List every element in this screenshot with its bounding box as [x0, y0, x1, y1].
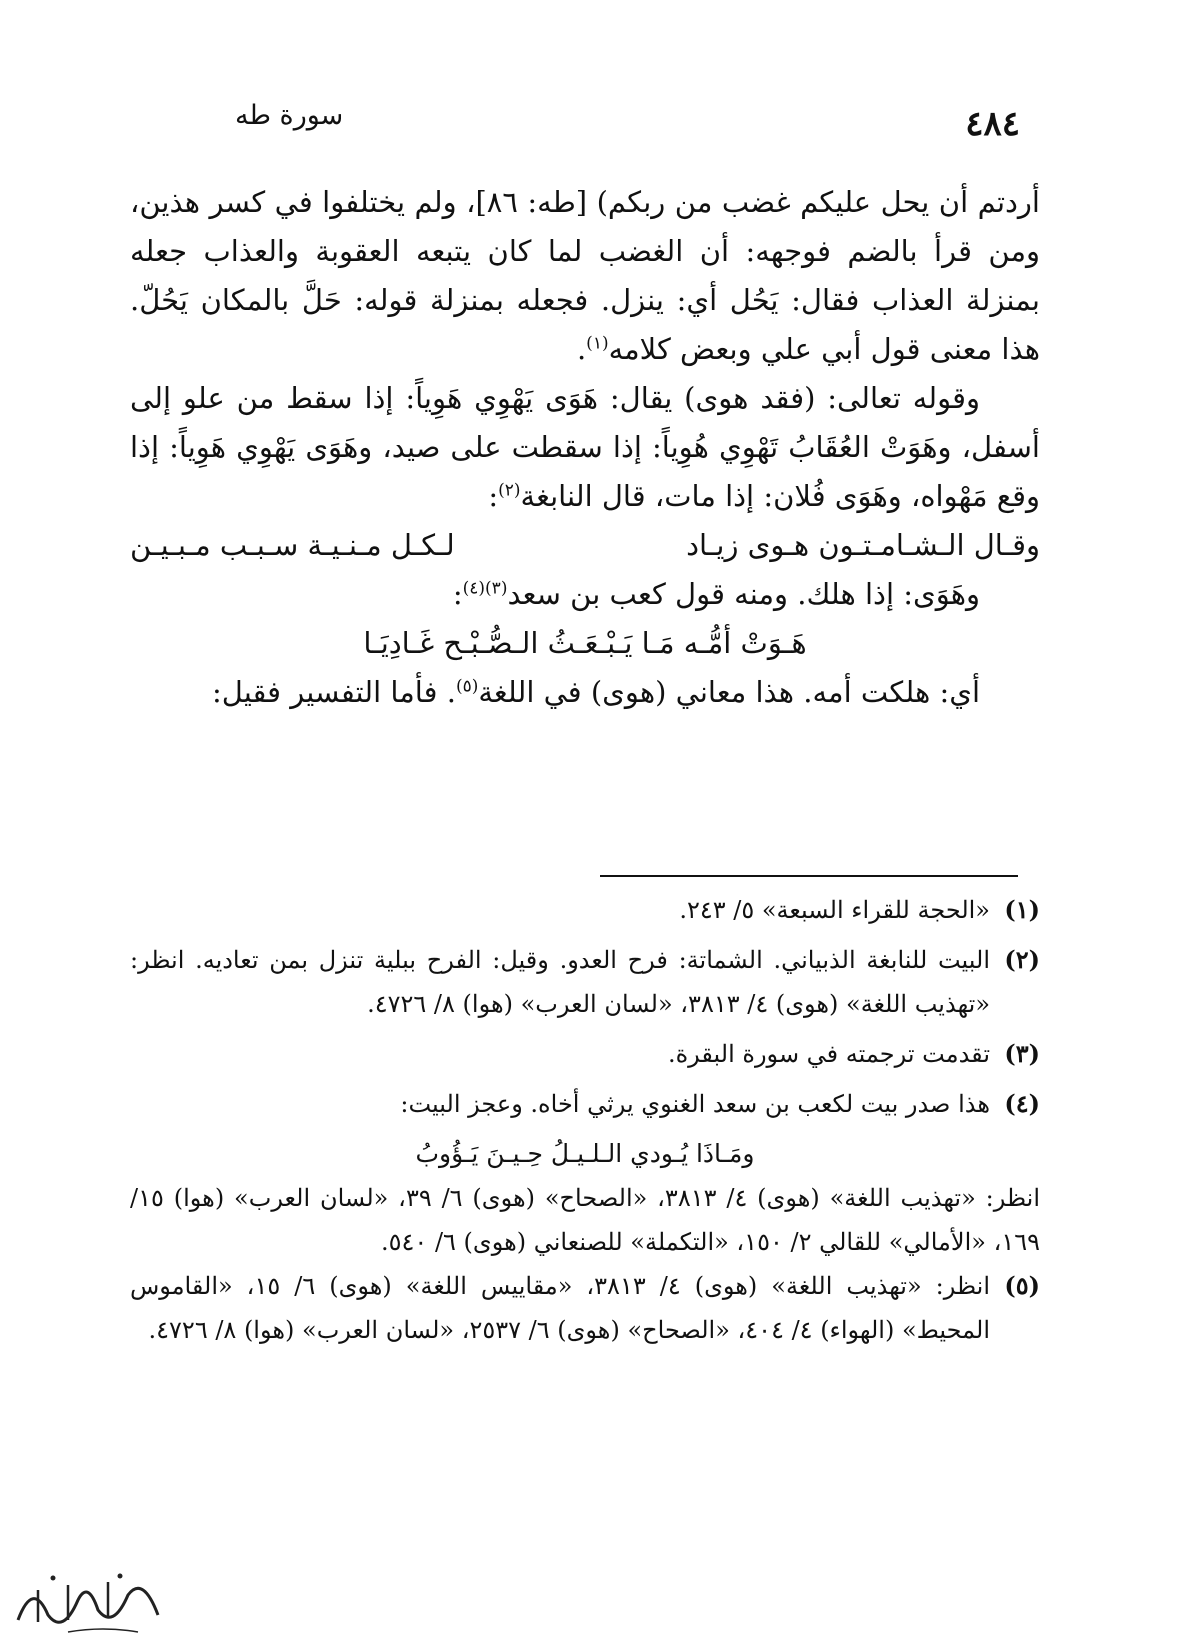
page-header: [135, 100, 1020, 150]
footnote-ref-3-4[interactable]: (٣)(٤): [462, 578, 508, 599]
footnote-1: [130, 888, 1040, 932]
footnote-text: هذا صدر بيت لكعب بن سعد الغنوي يرثي أخاه. وعجز البيت:: [400, 1090, 990, 1118]
footnotes: [130, 888, 1040, 1358]
footnote-number: (٣): [1004, 1039, 1040, 1068]
page-number: ٤٨٤: [965, 104, 1020, 144]
paragraph-1: أردتم أن يحل عليكم غضب من ربكم) [طه: ٨٦]، ولم يختلفوا في كسر هذين، ومن قرأ بالضم فوجهه: أن الغضب لما كان يتبعه العقوبة والعذاب جعله بمنزلة العذاب فقال: يَحُل أي: ينزل. فجعله بمنزلة قوله: حَلَّ بالمكان يَحُلّ. هذا معنى قول أبي علي وبعض كلامه$^{(١)}$.: [130, 185, 1040, 366]
footnote-text: «الحجة للقراء السبعة» ٥/ ٢٤٣.: [679, 896, 990, 924]
footnote-5: [130, 1264, 1040, 1352]
footnote-4: [130, 1082, 1040, 1126]
paragraph-2: وقوله تعالى: (فقد هوى) يقال: هَوَى يَهْوِي هَوِياً: إذا سقط من علو إلى أسفل، وهَوَتْ العُقَابُ تَهْوِي هُوِياً: إذا سقطت على صيد، وهَوَى يَهْوِي هَوِياً: إذا وقع مَهْواه، وهَوَى فُلان: إذا مات، قال النابغة$^{(٢)}$:: [130, 381, 1040, 513]
footnote-2: [130, 938, 1040, 1026]
main-text: [130, 178, 1040, 717]
poetry-verse-1: [130, 521, 1040, 570]
footnote-text: انظر: «تهذيب اللغة» (هوى) ٤/ ٣٨١٣، «مقاييس اللغة» (هوى) ٦/ ١٥، «القاموس المحيط» (الهواء) ٤/ ٤٠٤، «الصحاح» (هوى) ٦/ ٢٥٣٧، «لسان العرب» (هوا) ٨/ ٤٧٢٦.: [130, 1272, 991, 1344]
verse-1-second-half: لـكـل مـنـيـة سـبـب مـبـيـن: [130, 528, 455, 562]
footnote-text: تقدمت ترجمته في سورة البقرة.: [667, 1040, 990, 1068]
footnote-ref-5[interactable]: (٥): [455, 676, 479, 697]
footnote-4-continuation: انظر: «تهذيب اللغة» (هوى) ٤/ ٣٨١٣، «الصحاح» (هوى) ٦/ ٣٩، «لسان العرب» (هوا) ١٥/ ١٦٩، «الأمالي» للقالي ٢/ ١٥٠، «التكملة» للصنعاني (هوى) ٦/ ٥٤٠.: [130, 1184, 1041, 1256]
footnote-3: [130, 1032, 1040, 1076]
footnote-number: (١): [1004, 895, 1040, 924]
calligraphy-logo-icon: [8, 1560, 168, 1640]
footnote-divider: [600, 875, 1018, 877]
verse-1-first-half: وقـال الـشـامـتـون هـوى زيـاد: [686, 528, 1040, 562]
surah-name: سورة طه: [235, 100, 344, 131]
paragraph-3: وهَوَى: إذا هلك. ومنه قول كعب بن سعد$^{(٣)(٤)}$:: [452, 577, 980, 611]
paragraph-4: أي: هلكت أمه. هذا معاني (هوى) في اللغة$^{(٥)}$. فأما التفسير فقيل:: [212, 675, 980, 709]
footnote-number: (٥): [1004, 1271, 1040, 1300]
footnote-4-verse: ومَـاذَا يُـودي الـلـيـلُ حِـيـنَ يَـؤُوبُ: [415, 1139, 755, 1168]
footnote-number: (٤): [1004, 1089, 1040, 1118]
footnote-ref-2[interactable]: (٢): [498, 480, 521, 501]
footnote-text: البيت للنابغة الذبياني. الشماتة: فرح العدو. وقيل: الفرح ببلية تنزل بمن تعاديه. انظر: «تهذيب اللغة» (هوى) ٤/ ٣٨١٣، «لسان العرب» (هوا) ٨/ ٤٧٢٦.: [130, 946, 990, 1018]
footnote-number: (٢): [1004, 945, 1040, 974]
poetry-verse-2: هَـوَتْ أمُّـه مَـا يَـبْـعَـثُ الـصُّـبْـح غَـادِيَـا: [363, 626, 807, 660]
publisher-logo: [8, 1560, 168, 1640]
footnote-ref-1[interactable]: (١): [586, 333, 609, 354]
